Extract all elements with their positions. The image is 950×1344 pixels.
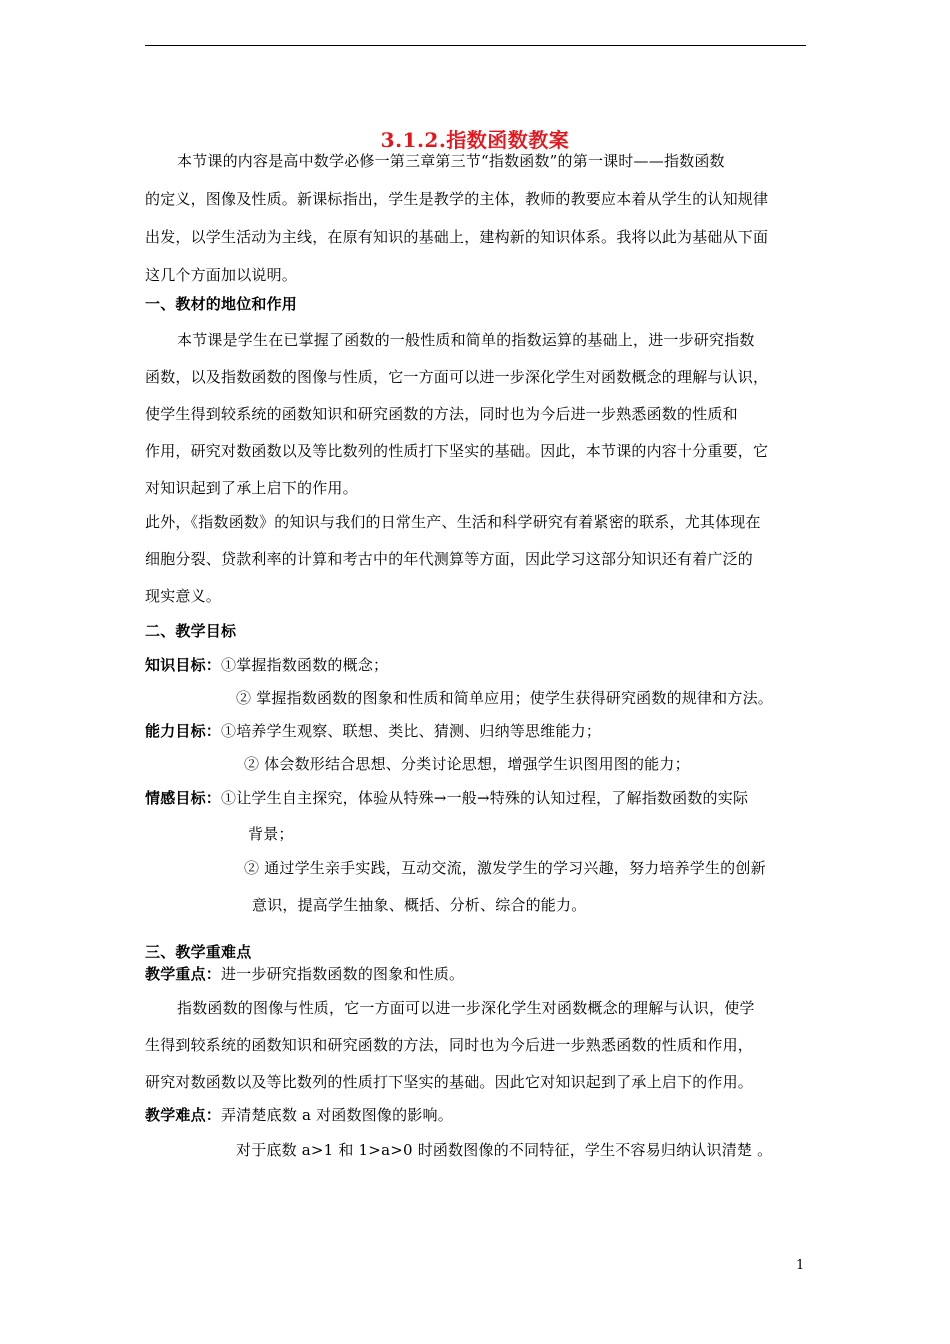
section1-para1-line-2: 函数，以及指数函数的图像与性质，它一方面可以进一步深化学生对函数概念的理解与认识， bbox=[145, 368, 769, 386]
page-number: 1 bbox=[796, 1258, 805, 1273]
knowledge-goal-2: ② 掌握指数函数的图象和性质和简单应用；使学生获得研究函数的规律和方法。 bbox=[236, 689, 773, 707]
intro-line-2: 的定义，图像及性质。新课标指出，学生是教学的主体，教师的教要应本着从学生的认知规律 bbox=[145, 190, 769, 208]
section1-para2-line-1: 此外，《指数函数》的知识与我们的日常生产、生活和科学研究有着紧密的联系，尤其体现在 bbox=[145, 513, 761, 531]
section1-para1-line-1: 本节课是学生在已掌握了函数的一般性质和简单的指数运算的基础上，进一步研究指数 bbox=[177, 331, 755, 349]
ability-goal-1 bbox=[145, 721, 601, 741]
ability-goal-2: ② 体会数形结合思想、分类讨论思想，增强学生识图用图的能力； bbox=[244, 755, 690, 773]
emotion-goal-2b: 意识，提高学生抽象、概括、分析、综合的能力。 bbox=[252, 896, 587, 914]
emotion-goal-text-1a: ①让学生自主探究，体验从特殊→一般→特殊的认知过程，了解指数函数的实际 bbox=[221, 789, 749, 807]
section1-para2-line-2: 细胞分裂、贷款利率的计算和考古中的年代测算等方面，因此学习这部分知识还有着广泛的 bbox=[145, 550, 754, 568]
key-point-text: 进一步研究指数函数的图象和性质。 bbox=[221, 965, 465, 983]
document-title: 3.1.2.指数函数教案 bbox=[380, 128, 570, 152]
header-rule bbox=[145, 45, 806, 46]
section2-heading: 二、教学目标 bbox=[145, 622, 237, 640]
knowledge-goal-text-1: ①掌握指数函数的概念； bbox=[221, 656, 389, 674]
difficult-point bbox=[145, 1105, 453, 1125]
emotion-goal-2a: ② 通过学生亲手实践，互动交流，激发学生的学习兴趣，努力培养学生的创新 bbox=[244, 859, 766, 877]
section3-heading: 三、教学重难点 bbox=[145, 943, 252, 961]
ability-goal-label: 能力目标： bbox=[145, 722, 222, 740]
ability-goal-text-1: ①培养学生观察、联想、类比、猜测、归纳等思维能力； bbox=[221, 722, 602, 740]
emotion-goal-1 bbox=[145, 788, 748, 808]
intro-line-4: 这几个方面加以说明。 bbox=[145, 266, 298, 284]
key-para-line-2: 生得到较系统的函数知识和研究函数的方法，同时也为今后进一步熟悉函数的性质和作用， bbox=[145, 1036, 754, 1054]
intro-line-1: 本节课的内容是高中数学必修一第三章第三节“指数函数”的第一课时——指数函数 bbox=[177, 152, 725, 170]
emotion-goal-1b: 背景； bbox=[248, 825, 294, 843]
difficult-point-label: 教学难点： bbox=[145, 1106, 222, 1124]
difficult-point-text: 弄清楚底数 a 对函数图像的影响。 bbox=[221, 1106, 453, 1124]
section1-para2-line-3: 现实意义。 bbox=[145, 587, 222, 605]
key-para-line-1: 指数函数的图像与性质，它一方面可以进一步深化学生对函数概念的理解与认识，使学 bbox=[177, 999, 755, 1017]
key-para-line-3: 研究对数函数以及等比数列的性质打下坚实的基础。因此它对知识起到了承上启下的作用。 bbox=[145, 1073, 754, 1091]
section1-para1-line-3: 使学生得到较系统的函数知识和研究函数的方法，同时也为今后进一步熟悉函数的性质和 bbox=[145, 405, 738, 423]
section1-heading: 一、教材的地位和作用 bbox=[145, 295, 298, 313]
key-point bbox=[145, 964, 464, 984]
key-point-label: 教学重点： bbox=[145, 965, 222, 983]
section1-para1-line-4: 作用，研究对数函数以及等比数列的性质打下坚实的基础。因此，本节课的内容十分重要，它 bbox=[145, 442, 769, 460]
knowledge-goal-label: 知识目标： bbox=[145, 656, 222, 674]
emotion-goal-label: 情感目标： bbox=[145, 789, 222, 807]
section1-para1-line-5: 对知识起到了承上启下的作用。 bbox=[145, 479, 358, 497]
intro-line-3: 出发，以学生活动为主线，在原有知识的基础上，建构新的知识体系。我将以此为基础从下面 bbox=[145, 228, 769, 246]
difficult-detail: 对于底数 a>1 和 1>a>0 时函数图像的不同特征，学生不容易归纳认识清楚 。 bbox=[236, 1141, 773, 1159]
knowledge-goal-1 bbox=[145, 655, 388, 675]
